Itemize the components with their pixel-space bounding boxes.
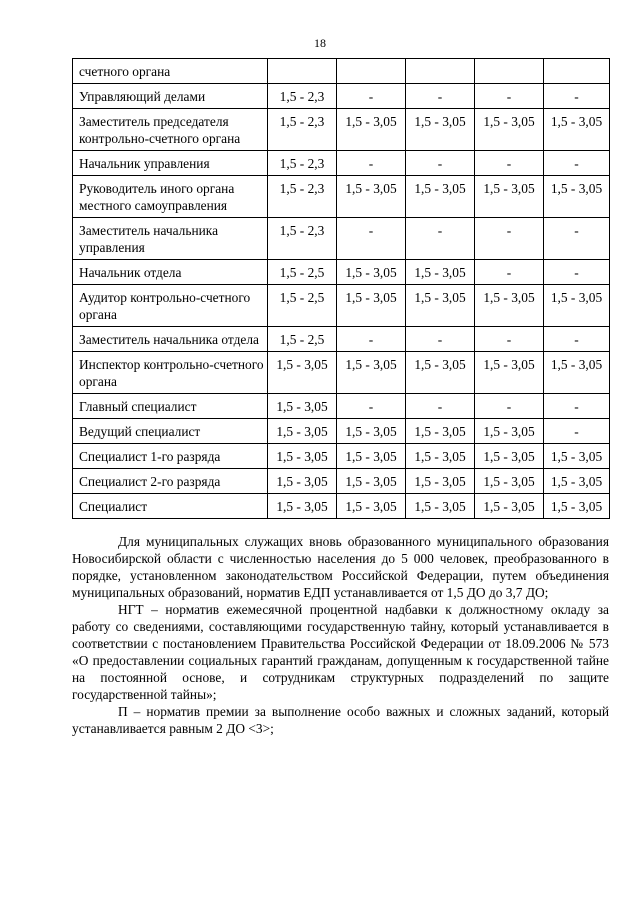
coefficient-cell: 1,5 - 2,5 (268, 260, 337, 285)
coefficient-cell: 1,5 - 3,05 (337, 469, 406, 494)
table-row (73, 469, 610, 494)
coefficient-cell: 1,5 - 3,05 (406, 444, 475, 469)
coefficient-cell: - (337, 151, 406, 176)
coefficient-cell: - (475, 151, 544, 176)
table-body (73, 59, 610, 519)
coefficient-cell: 1,5 - 3,05 (475, 469, 544, 494)
position-cell: Специалист 2-го разряда (73, 469, 268, 494)
coefficient-cell (406, 59, 475, 84)
coefficient-cell: - (337, 84, 406, 109)
coefficient-cell: - (475, 327, 544, 352)
coefficient-cell: 1,5 - 2,5 (268, 285, 337, 327)
coefficient-cell: - (544, 419, 610, 444)
coefficient-cell: 1,5 - 3,05 (268, 419, 337, 444)
paragraph: НГТ – норматив ежемесячной процентной надбавки к должностному окладу за работу со сведениями, составляющими государственную тайну, который устанавливается в соответствии с постановлением Правительства Российской Федерации от 18.09.2006 № 573 «О предоставлении социальных гарантий гражданам, допущенным к государственной тайне на постоянной основе, и сотрудникам структурных подразделений по защите государственной тайны»; (72, 602, 609, 702)
coefficient-cell: 1,5 - 3,05 (337, 352, 406, 394)
coefficient-cell: 1,5 - 3,05 (544, 352, 610, 394)
table-row (73, 151, 610, 176)
coefficient-cell: 1,5 - 2,3 (268, 109, 337, 151)
coefficient-cell: 1,5 - 3,05 (475, 109, 544, 151)
coefficient-cell: - (475, 218, 544, 260)
coefficient-cell: - (337, 327, 406, 352)
position-cell: Руководитель иного органа местного самоуправления (73, 176, 268, 218)
coefficient-cell: 1,5 - 3,05 (475, 285, 544, 327)
coefficient-cell: 1,5 - 2,3 (268, 176, 337, 218)
table-row (73, 176, 610, 218)
coefficient-cell: - (544, 151, 610, 176)
position-cell: Заместитель председателя контрольно-счетного органа (73, 109, 268, 151)
coefficient-cell: 1,5 - 3,05 (475, 444, 544, 469)
coefficient-cell: - (544, 260, 610, 285)
coefficient-cell: - (406, 84, 475, 109)
coefficient-cell (268, 59, 337, 84)
position-cell: Специалист 1-го разряда (73, 444, 268, 469)
coefficient-cell: - (337, 218, 406, 260)
coefficient-cell: - (406, 218, 475, 260)
coefficient-cell (475, 59, 544, 84)
coefficient-cell: 1,5 - 3,05 (268, 444, 337, 469)
coefficient-cell: 1,5 - 3,05 (544, 109, 610, 151)
position-cell: счетного органа (73, 59, 268, 84)
coefficient-cell: 1,5 - 3,05 (406, 494, 475, 519)
coefficient-cell: 1,5 - 3,05 (337, 419, 406, 444)
coefficient-cell: - (475, 394, 544, 419)
body-text (72, 533, 609, 737)
table-row (73, 59, 610, 84)
coefficient-cell: - (406, 327, 475, 352)
coefficient-cell: 1,5 - 3,05 (268, 469, 337, 494)
position-cell: Заместитель начальника отдела (73, 327, 268, 352)
coefficient-cell: 1,5 - 2,3 (268, 84, 337, 109)
coefficient-cell: - (544, 84, 610, 109)
coefficient-cell: 1,5 - 3,05 (475, 494, 544, 519)
coefficient-cell: 1,5 - 3,05 (406, 176, 475, 218)
coefficient-cell: 1,5 - 2,5 (268, 327, 337, 352)
coefficient-cell: 1,5 - 3,05 (406, 285, 475, 327)
coefficient-cell: 1,5 - 3,05 (337, 109, 406, 151)
coefficient-cell: 1,5 - 3,05 (544, 176, 610, 218)
coefficient-cell: 1,5 - 3,05 (337, 176, 406, 218)
coefficient-cell: 1,5 - 3,05 (406, 469, 475, 494)
position-cell: Управляющий делами (73, 84, 268, 109)
coefficient-cell: 1,5 - 3,05 (544, 469, 610, 494)
coefficient-cell: 1,5 - 3,05 (337, 285, 406, 327)
table-row (73, 109, 610, 151)
coefficient-cell: - (544, 218, 610, 260)
table-row (73, 327, 610, 352)
coefficient-cell: 1,5 - 3,05 (268, 494, 337, 519)
paragraph: Для муниципальных служащих вновь образованного муниципального образования Новосибирской области с численностью населения до 5 000 человек, преобразованного в порядке, установленном законодательством Российской Федерации, путем объединения муниципальных образований, норматив ЕДП устанавливается от 1,5 ДО до 3,7 ДО; (72, 534, 609, 600)
position-cell: Ведущий специалист (73, 419, 268, 444)
paragraph: П – норматив премии за выполнение особо важных и сложных заданий, который устанавливается равным 2 ДО <3>; (72, 704, 609, 736)
position-cell: Начальник управления (73, 151, 268, 176)
table-row (73, 218, 610, 260)
coefficient-cell: 1,5 - 3,05 (268, 394, 337, 419)
coefficient-cell: - (406, 151, 475, 176)
coefficient-cell: 1,5 - 3,05 (268, 352, 337, 394)
coefficient-cell: 1,5 - 3,05 (475, 419, 544, 444)
position-cell: Аудитор контрольно-счетного органа (73, 285, 268, 327)
coefficient-cell (337, 59, 406, 84)
coefficient-cell (544, 59, 610, 84)
coefficient-cell: 1,5 - 3,05 (406, 419, 475, 444)
coefficient-cell: 1,5 - 3,05 (406, 109, 475, 151)
coefficient-cell: 1,5 - 2,3 (268, 218, 337, 260)
table-row (73, 494, 610, 519)
coefficient-cell: 1,5 - 3,05 (544, 444, 610, 469)
coefficient-cell: 1,5 - 2,3 (268, 151, 337, 176)
coefficient-cell: - (544, 327, 610, 352)
table-row (73, 444, 610, 469)
table-row (73, 260, 610, 285)
table-row (73, 285, 610, 327)
coefficient-cell: 1,5 - 3,05 (475, 352, 544, 394)
coefficient-cell: 1,5 - 3,05 (475, 176, 544, 218)
coefficient-cell: - (475, 84, 544, 109)
coefficient-cell: 1,5 - 3,05 (337, 260, 406, 285)
coefficient-cell: - (544, 394, 610, 419)
position-cell: Начальник отдела (73, 260, 268, 285)
salary-coefficient-table (72, 58, 610, 519)
coefficient-cell: 1,5 - 3,05 (337, 444, 406, 469)
position-cell: Заместитель начальника управления (73, 218, 268, 260)
coefficient-cell: 1,5 - 3,05 (406, 352, 475, 394)
table-row (73, 352, 610, 394)
coefficient-cell: - (337, 394, 406, 419)
coefficient-cell: 1,5 - 3,05 (337, 494, 406, 519)
page-number: 18 (314, 36, 326, 50)
table-row (73, 419, 610, 444)
position-cell: Инспектор контрольно-счетного органа (73, 352, 268, 394)
coefficient-cell: 1,5 - 3,05 (544, 494, 610, 519)
position-cell: Главный специалист (73, 394, 268, 419)
coefficient-cell: 1,5 - 3,05 (406, 260, 475, 285)
table-row (73, 394, 610, 419)
coefficient-cell: 1,5 - 3,05 (544, 285, 610, 327)
table-row (73, 84, 610, 109)
position-cell: Специалист (73, 494, 268, 519)
coefficient-cell: - (406, 394, 475, 419)
coefficient-cell: - (475, 260, 544, 285)
